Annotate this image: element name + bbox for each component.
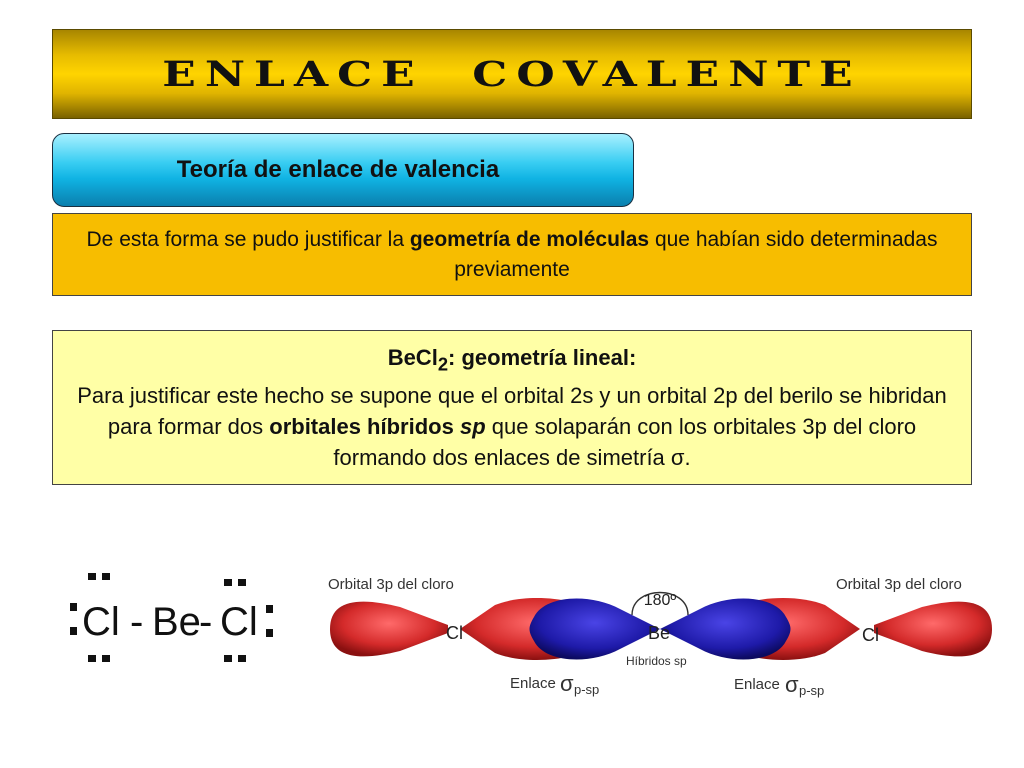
orbital-diagram (320, 565, 1010, 705)
title-banner (52, 29, 972, 119)
hybrid-end: . (684, 444, 691, 470)
info-text-bold: geometría de moléculas (409, 227, 650, 251)
formula-heading (387, 345, 637, 375)
formula-subscript: 2 (437, 353, 449, 375)
formula-main: BeCl (387, 345, 438, 371)
bond-word-right: Enlace (734, 676, 780, 693)
lewis-bond-left: - (130, 600, 144, 644)
lewis-cl-right: Cl (220, 600, 258, 644)
info-text-part2: que habían sido determinadas previamente (454, 227, 938, 281)
bond-sigma-right: σ (785, 672, 799, 697)
section-subtitle: Teoría de enlace de valencia (176, 156, 500, 183)
lewis-structure (62, 565, 288, 675)
label-orbital-right: Orbital 3p del cloro (836, 576, 962, 593)
bond-sigma-left: σ (560, 671, 574, 696)
info-text (53, 225, 971, 285)
cl-right-back-lobe (874, 602, 992, 657)
page-title: ENLACE COVALENTE (162, 54, 862, 94)
hybrid-line-b: que solaparán con los orbitales 3p del cloro formando dos enlaces de simetría (333, 413, 917, 470)
bond-word-left: Enlace (510, 675, 556, 692)
formula-rest: : geometría lineal: (448, 345, 637, 371)
label-hybrids: Híbridos sp (626, 654, 687, 668)
bond-sigma-sub-left: p-sp (574, 682, 600, 697)
hybrid-bold: orbitales híbridos (269, 413, 460, 439)
bond-sigma-sub-right: p-sp (799, 683, 825, 698)
hybrid-sp: sp (459, 413, 486, 439)
label-orbital-left: Orbital 3p del cloro (328, 576, 454, 593)
atom-cl-left: Cl (446, 623, 463, 643)
atom-cl-right: Cl (862, 625, 879, 645)
lewis-cl-left: Cl (82, 600, 120, 644)
cl-left-back-lobe (330, 602, 448, 657)
lewis-be: Be (152, 600, 201, 644)
atom-be: Be (648, 623, 671, 643)
angle-label: 180º (643, 592, 677, 609)
lewis-bond-right: - (199, 600, 213, 644)
be-hybrid-right (660, 599, 791, 660)
info-box (52, 213, 972, 296)
subtitle-banner (52, 133, 634, 207)
info-text-part1: De esta forma se pudo justificar la (86, 227, 410, 251)
hybridization-text (53, 342, 971, 472)
be-hybrid-left (530, 599, 661, 660)
hybrid-line-a: Para justificar este hecho se supone que el orbital 2s y un orbital 2p del berilo se hibridan para formar dos (77, 382, 947, 439)
hybridization-box (52, 330, 972, 485)
sigma-symbol: σ (670, 444, 685, 470)
